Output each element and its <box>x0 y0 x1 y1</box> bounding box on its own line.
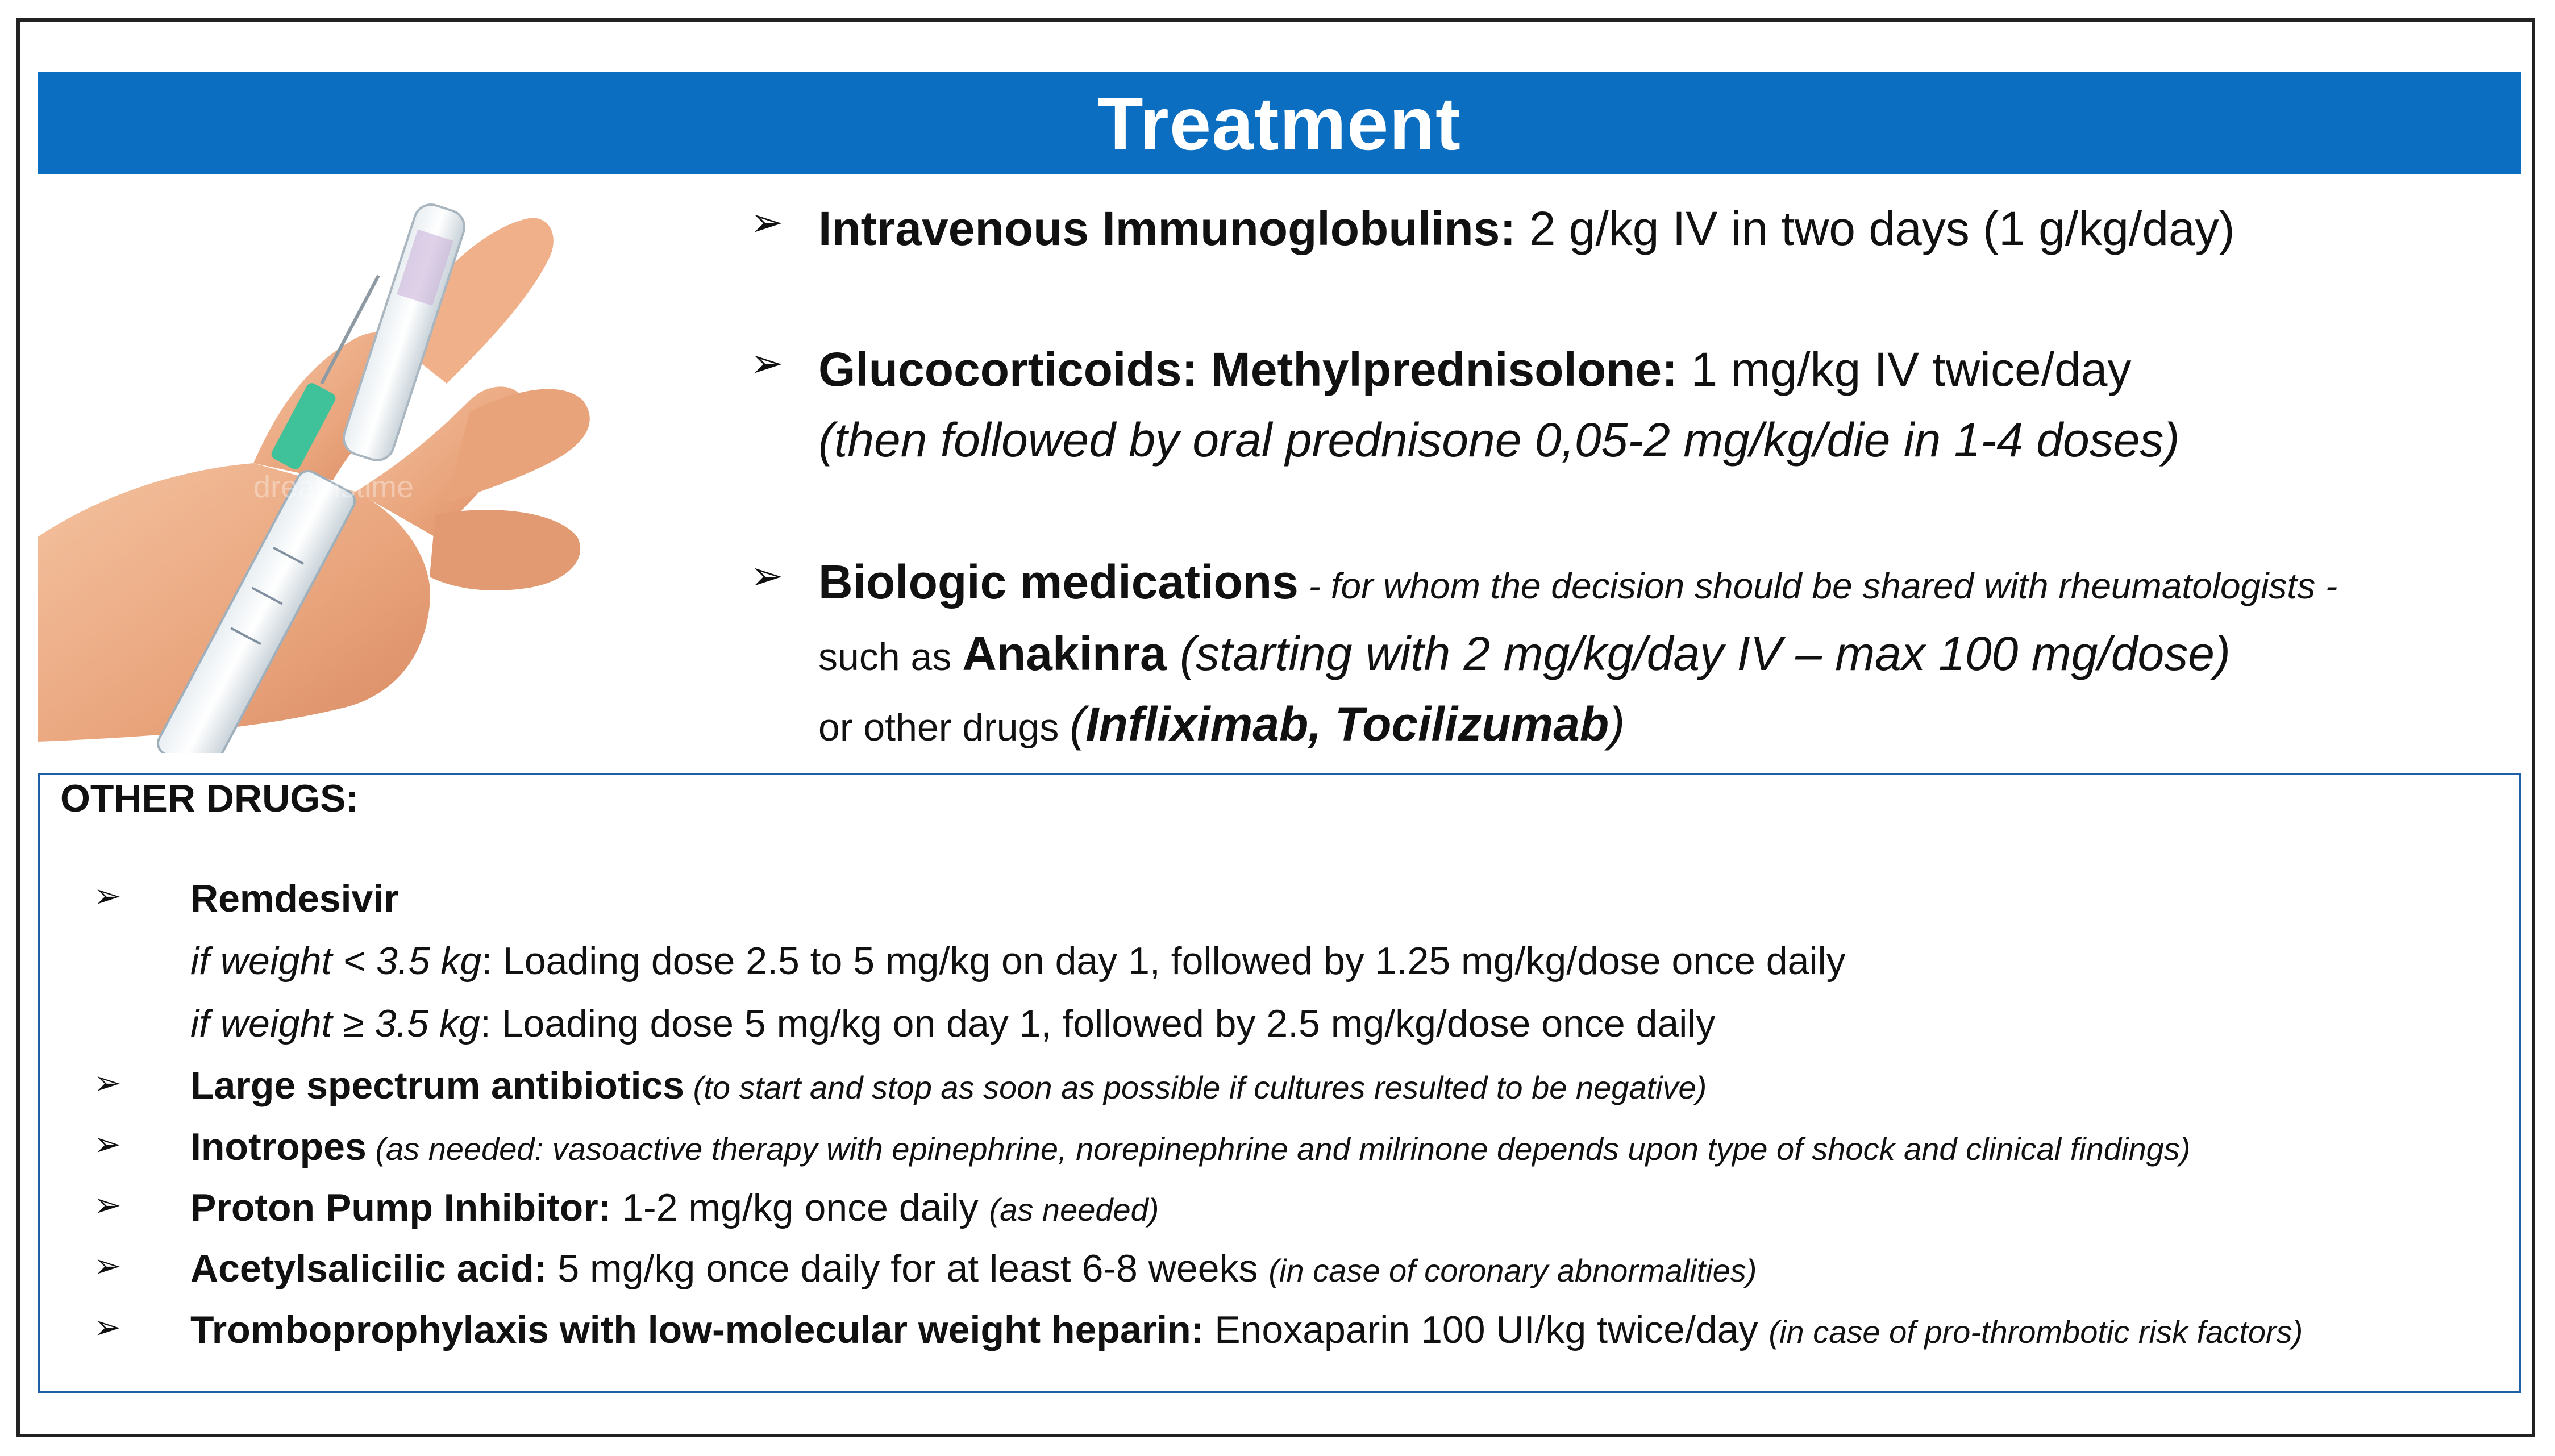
lmwh-label: Tromboprophylaxis with low-molecular weight heparin: <box>190 1308 1204 1351</box>
biologics-note: - for whom the decision should be shared with rheumatologists - <box>1298 565 2338 606</box>
biologics-such-as: such as <box>818 635 963 679</box>
photo-watermark: dreamstime <box>253 470 414 504</box>
arrow-bullet-icon: ➢ <box>94 1185 122 1224</box>
anakinra-dose: (starting with 2 mg/kg/day IV – max 100 mg/dose) <box>1166 627 2231 680</box>
ivig-label: Intravenous Immunoglobulins: <box>818 202 1516 255</box>
ppi-note: (as needed) <box>989 1192 1159 1228</box>
remdesivir-dose-2: : Loading dose 5 mg/kg on day 1, followed by 2.5 mg/kg/dose once daily <box>480 1002 1716 1045</box>
syringe-hand-image <box>38 196 651 753</box>
asa-dose: 5 mg/kg once daily for at least 6-8 weeks <box>547 1247 1269 1290</box>
antibiotics-label: Large spectrum antibiotics <box>190 1064 685 1107</box>
glucocorticoids-followup: (then followed by oral prednisone 0,05-2 mg/kg/die in 1-4 doses) <box>818 413 2180 467</box>
remdesivir-condition-2: if weight ≥ 3.5 kg <box>190 1002 480 1045</box>
other-drugs-title: OTHER DRUGS: <box>60 777 359 820</box>
remdesivir-label: Remdesivir <box>190 877 399 920</box>
ppi-label: Proton Pump Inhibitor: <box>190 1186 611 1229</box>
title-banner <box>38 72 2521 174</box>
arrow-bullet-icon: ➢ <box>750 199 784 246</box>
arrow-bullet-icon: ➢ <box>94 1125 122 1163</box>
ppi-dose: 1-2 mg/kg once daily <box>611 1186 989 1229</box>
arrow-bullet-icon: ➢ <box>94 876 122 915</box>
anakinra-label: Anakinra <box>962 627 1167 680</box>
glucocorticoids-dose: 1 mg/kg IV twice/day <box>1678 343 2132 396</box>
arrow-bullet-icon: ➢ <box>94 1246 122 1285</box>
arrow-bullet-icon: ➢ <box>750 340 784 386</box>
paren-close: ) <box>1609 697 1625 751</box>
asa-label: Acetylsalicilic acid: <box>190 1247 547 1290</box>
asa-note: (in case of coronary abnormalities) <box>1268 1253 1757 1288</box>
glucocorticoids-label: Glucocorticoids: Methylprednisolone: <box>818 343 1678 396</box>
other-drugs-prefix: or other drugs <box>818 706 1070 749</box>
slide-title: Treatment <box>1097 81 1461 165</box>
lmwh-note: (in case of pro-thrombotic risk factors) <box>1768 1314 2303 1350</box>
arrow-bullet-icon: ➢ <box>94 1063 122 1102</box>
arrow-bullet-icon: ➢ <box>750 552 784 599</box>
syringe-hand-illustration <box>38 196 651 753</box>
other-biologics-names: Infliximab, Tocilizumab <box>1085 697 1609 751</box>
other-drugs-box <box>38 773 2521 1393</box>
paren-open: ( <box>1070 697 1086 751</box>
remdesivir-condition-1: if weight < 3.5 kg <box>190 939 482 983</box>
inotropes-label: Inotropes <box>190 1125 367 1168</box>
inotropes-note: (as needed: vasoactive therapy with epinephrine, norepinephrine and milrinone depends upon type of shock and clinical findings) <box>366 1131 2191 1167</box>
antibiotics-note: (to start and stop as soon as possible if cultures resulted to be negative) <box>684 1070 1707 1105</box>
ivig-dose: 2 g/kg IV in two days (1 g/kg/day) <box>1516 202 2235 255</box>
biologics-label: Biologic medications <box>818 555 1299 609</box>
arrow-bullet-icon: ➢ <box>94 1308 122 1346</box>
remdesivir-dose-1: : Loading dose 2.5 to 5 mg/kg on day 1, followed by 1.25 mg/kg/dose once daily <box>481 939 1846 983</box>
lmwh-dose: Enoxaparin 100 UI/kg twice/day <box>1204 1308 1769 1351</box>
